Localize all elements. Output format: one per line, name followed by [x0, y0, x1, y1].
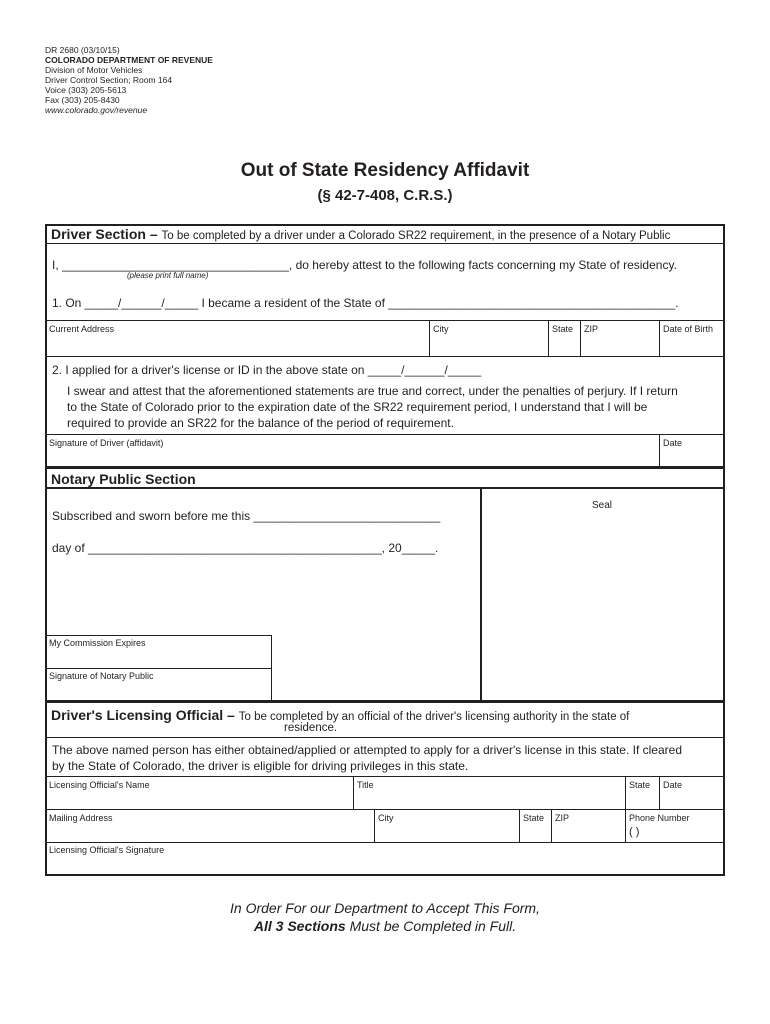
phone-number-label: Phone Number — [629, 813, 690, 823]
notary-section-heading: Notary Public Section — [51, 471, 196, 487]
commission-expires-label: My Commission Expires — [49, 638, 146, 648]
driver-section-subheading: To be completed by a driver under a Colorado SR22 requirement, in the presence of a Notary Public — [161, 230, 671, 242]
driver-signature-label: Signature of Driver (affidavit) — [49, 438, 164, 448]
seal-label: Seal — [592, 500, 613, 511]
phone-format[interactable]: ( ) — [629, 826, 640, 838]
official-section-subheading-2: residence. — [284, 722, 338, 734]
day-of-line[interactable]: day of ____________________________________________, 20_____. — [52, 541, 439, 555]
divider — [47, 320, 725, 321]
print-name-hint: (please print full name) — [127, 271, 209, 280]
statute-reference: (§ 42-7-408, C.R.S.) — [317, 187, 453, 204]
divider — [480, 487, 482, 702]
fax-number: Fax (303) 205-8430 — [45, 95, 120, 105]
form-header — [45, 45, 213, 115]
divider — [47, 737, 725, 738]
divider — [659, 776, 660, 809]
official-statement-line-2: by the State of Colorado, the driver is eligible for driving privileges in this state. — [52, 759, 469, 773]
divider — [47, 243, 725, 244]
state-label: State — [552, 324, 574, 334]
divider — [659, 434, 660, 468]
divider — [47, 776, 725, 777]
driver-date-label: Date — [663, 438, 683, 448]
driver-section — [45, 224, 725, 468]
footer-line-2-rest: Must be Completed in Full. — [345, 918, 517, 934]
oath-text-line-1: I swear and attest that the aforementioned statements are true and correct, under the penalties of perjury. If I return — [67, 384, 678, 398]
official-state-label: State — [629, 780, 651, 790]
section-name: Driver Control Section; Room 164 — [45, 75, 173, 85]
divider — [47, 434, 725, 435]
divider — [659, 320, 660, 356]
divider — [47, 635, 271, 636]
city-label: City — [433, 324, 449, 334]
divider — [429, 320, 430, 356]
official-title-label: Title — [357, 780, 374, 790]
divider — [519, 809, 520, 842]
divider — [625, 809, 626, 842]
official-statement-line-1: The above named person has either obtained/applied or attempted to apply for a driver's license in this state. If cleared — [52, 743, 682, 757]
divider — [47, 842, 725, 843]
website-url: www.colorado.gov/revenue — [45, 105, 148, 115]
oath-text-line-3: required to provide an SR22 for the balance of the period of requirement. — [67, 416, 454, 430]
notary-section — [45, 467, 725, 702]
footer-line-1: In Order For our Department to Accept This Form, — [230, 900, 540, 916]
current-address-label: Current Address — [49, 324, 115, 334]
official-section-subheading: To be completed by an official of the driver's licensing authority in the state of — [238, 711, 630, 723]
divider — [271, 635, 272, 702]
form-number: DR 2680 (03/10/15) — [45, 45, 120, 55]
attest-line[interactable]: I, __________________________________, do hereby attest to the following facts concerning my State of residency. — [52, 258, 677, 272]
footer-emphasis: All 3 Sections — [253, 918, 346, 934]
notary-signature-label: Signature of Notary Public — [49, 671, 154, 681]
divider — [47, 668, 271, 669]
application-date-line[interactable]: 2. I applied for a driver's license or ID in the above state on _____/______/_____ — [52, 363, 482, 377]
division-name: Division of Motor Vehicles — [45, 65, 143, 75]
official-state-label-2: State — [523, 813, 545, 823]
voice-number: Voice (303) 205-5613 — [45, 85, 127, 95]
official-zip-label: ZIP — [555, 813, 570, 823]
official-name-label: Licensing Official's Name — [49, 780, 150, 790]
mailing-address-label: Mailing Address — [49, 813, 113, 823]
divider — [374, 809, 375, 842]
official-section — [45, 701, 725, 876]
driver-section-heading: Driver Section – To be completed by a driver under a Colorado SR22 requirement, in the presence of a Notary Public — [51, 226, 671, 242]
official-signature-label: Licensing Official's Signature — [49, 845, 165, 855]
footer-line-2 — [0, 918, 770, 934]
divider — [551, 809, 552, 842]
divider — [625, 776, 626, 809]
residency-date-line[interactable]: 1. On _____/______/_____ I became a resident of the State of ___________________________________________. — [52, 296, 679, 310]
divider — [47, 809, 725, 810]
zip-label: ZIP — [584, 324, 599, 334]
official-date-label: Date — [663, 780, 683, 790]
oath-text-line-2: to the State of Colorado prior to the expiration date of the SR22 requirement period, I understand that I will be — [67, 400, 648, 414]
official-section-heading: Driver's Licensing Official – To be completed by an official of the driver's licensing authority in the state of — [51, 707, 630, 723]
department-name: COLORADO DEPARTMENT OF REVENUE — [45, 55, 213, 65]
divider — [580, 320, 581, 356]
date-of-birth-label: Date of Birth — [663, 324, 714, 334]
sworn-line[interactable]: Subscribed and sworn before me this ____________________________ — [52, 509, 441, 523]
official-city-label: City — [378, 813, 394, 823]
divider — [353, 776, 354, 809]
page-title: Out of State Residency Affidavit — [240, 160, 530, 181]
divider — [47, 356, 725, 357]
divider — [47, 487, 725, 489]
divider — [548, 320, 549, 356]
